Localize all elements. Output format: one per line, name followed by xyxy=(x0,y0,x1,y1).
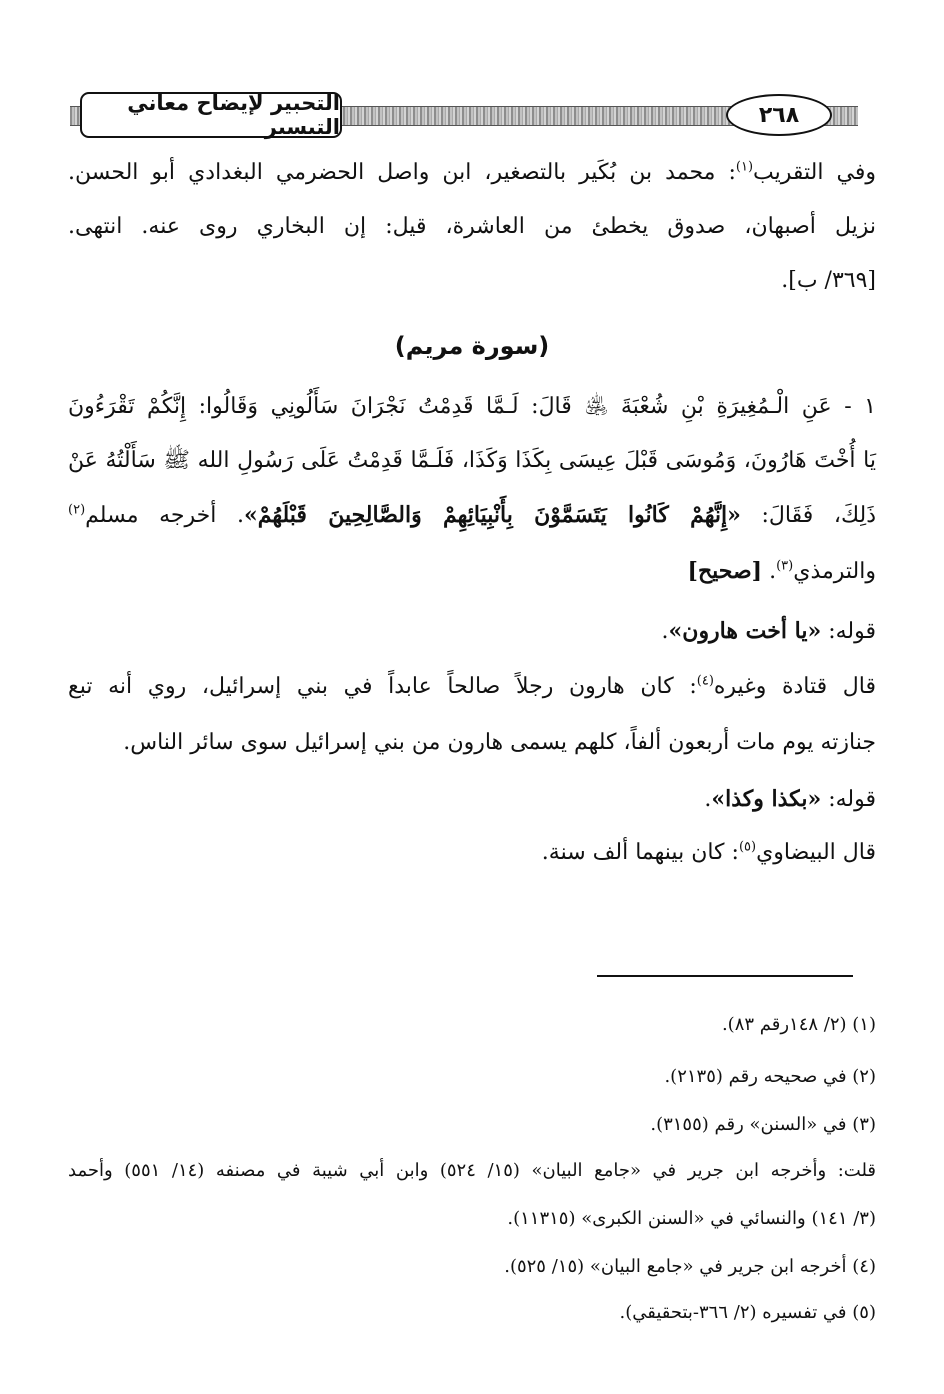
footnote-mark: (٤) xyxy=(696,673,714,689)
footnote-4: (٤) أخرجه ابن جرير في «جامع البيان» (١٥/ ٥٢٥). xyxy=(504,1256,876,1277)
hadith-line-3: ذَلِكَ، فَقَالَ: «إِنَّهُمْ كَانُوا يَتَسَمَّوْنَ بِأَنْبِيَائِهِمْ وَالصَّالِحِينَ قَبْلَهُمْ». أخرجه مسلم$^{(٢)}$ xyxy=(68,502,876,528)
commentary-paragraph-2: قال البيضاوي$^{(٥)}$: كان بينهما ألف سنة. xyxy=(541,839,876,865)
commentary-quote-2: قوله: «بكذا وكذا». xyxy=(704,786,876,812)
hadith-line-1: ١ - عَنِ الْـمُغِيرَةِ بْنِ شُعْبَةَ ﵁ قَالَ: لَـمَّا قَدِمْتُ نَجْرَانَ سَأَلُونِي وَقَالُوا: إِنَّكُمْ تَقْرَءُونَ xyxy=(68,394,876,419)
footnote-mark: (٢) xyxy=(68,502,86,518)
intro-line-3: [٣٦٩/ ب]. xyxy=(781,268,876,293)
footnote-2: (٢) في صحيحه رقم (٢١٣٥). xyxy=(664,1066,876,1087)
hadith-grade: [صحيح] xyxy=(687,558,763,584)
book-title: التحبير لإيضاح معاني التيسير xyxy=(80,92,342,138)
footnote-separator xyxy=(597,975,853,977)
footnote-mark: (١) xyxy=(735,159,754,175)
footnote-3: (٣) في «السنن» رقم (٣١٥٥). xyxy=(650,1114,876,1135)
footnote-1: (١) (٢/ ١٤٨رقم ٨٣). xyxy=(721,1014,876,1035)
commentary-paragraph-1-line-2: جنازته يوم مات أربعون ألفاً، كلهم يسمى هارون من بني إسرائيل سوى سائر الناس. xyxy=(123,730,876,755)
commentary-quote-1: قوله: «يا أخت هارون». xyxy=(661,618,876,644)
footnote-3-note-line-2: (٣/ ١٤١) والنسائي في «السنن الكبرى» (١١٣١٥). xyxy=(507,1208,876,1229)
commentary-paragraph-1-line-1: قال قتادة وغيره$^{(٤)}$: كان هارون رجلاً صالحاً عابداً في بني إسرائيل، روي أنه تبع xyxy=(68,673,876,699)
footnote-mark: (٣) xyxy=(776,558,794,574)
section-title: (سورة مريم) xyxy=(394,332,550,360)
footnote-5: (٥) في تفسيره (٢/ ٣٦٦-بتحقيقي). xyxy=(619,1302,876,1323)
page-header xyxy=(70,88,858,142)
prophetic-quote: «إِنَّهُمْ كَانُوا يَتَسَمَّوْنَ بِأَنْبِيَائِهِمْ وَالصَّالِحِينَ قَبْلَهُمْ» xyxy=(243,502,741,528)
footnote-3-note-line-1: قلت: وأخرجه ابن جرير في «جامع البيان» (١٥/ ٥٢٤) وابن أبي شيبة في مصنفه (١٤/ ٥٥١) وأحمد xyxy=(68,1160,877,1181)
intro-line-1: وفي التقريب$^{(١)}$: محمد بن بُكَير بالتصغير، ابن واصل الحضرمي البغدادي أبو الحسن. xyxy=(68,159,876,185)
footnote-mark: (٥) xyxy=(738,839,757,855)
hadith-line-2: يَا أُخْتَ هَارُونَ، وَمُوسَى قَبْلَ عِيسَى بِكَذَا وَكَذَا، فَلَـمَّا قَدِمْتُ عَلَى رَسُولِ الله ﷺ سَأَلْتُهُ عَنْ xyxy=(68,448,876,473)
hadith-line-4: والترمذي$^{(٣)}$. [صحيح] xyxy=(687,558,876,584)
intro-line-2: نزيل أصبهان، صدوق يخطئ من العاشرة، قيل: إن البخاري روى عنه. انتهى. xyxy=(68,214,876,239)
page-number: ٢٦٨ xyxy=(726,94,832,136)
